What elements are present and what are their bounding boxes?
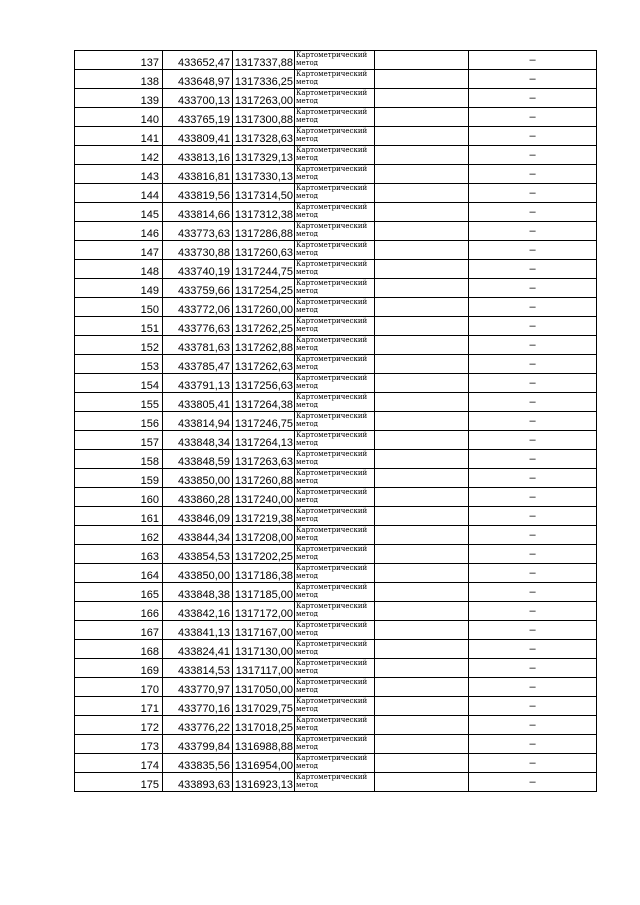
method-cell: Картометрический метод — [295, 298, 375, 317]
table-row — [75, 469, 597, 488]
y-coordinate-cell: 1317186,38 — [233, 564, 295, 583]
method-cell: Картометрический метод — [295, 621, 375, 640]
accuracy-cell — [375, 735, 469, 754]
point-number-cell: 145 — [75, 203, 163, 222]
y-coordinate-cell: 1317172,00 — [233, 602, 295, 621]
point-number-cell: 153 — [75, 355, 163, 374]
y-coordinate-cell: 1317202,25 — [233, 545, 295, 564]
accuracy-cell — [375, 431, 469, 450]
note-cell: – — [469, 754, 597, 773]
note-cell: – — [469, 735, 597, 754]
accuracy-cell — [375, 165, 469, 184]
note-cell: – — [469, 222, 597, 241]
table-row — [75, 450, 597, 469]
method-cell: Картометрический метод — [295, 583, 375, 602]
x-coordinate-cell: 433813,16 — [163, 146, 233, 165]
method-cell: Картометрический метод — [295, 51, 375, 70]
point-number-cell: 138 — [75, 70, 163, 89]
x-coordinate-cell: 433730,88 — [163, 241, 233, 260]
accuracy-cell — [375, 108, 469, 127]
table-row — [75, 336, 597, 355]
x-coordinate-cell: 433700,13 — [163, 89, 233, 108]
method-cell: Картометрический метод — [295, 127, 375, 146]
point-number-cell: 142 — [75, 146, 163, 165]
table-row — [75, 108, 597, 127]
y-coordinate-cell: 1317263,00 — [233, 89, 295, 108]
accuracy-cell — [375, 621, 469, 640]
table-row — [75, 545, 597, 564]
accuracy-cell — [375, 773, 469, 792]
x-coordinate-cell: 433860,28 — [163, 488, 233, 507]
note-cell: – — [469, 184, 597, 203]
x-coordinate-cell: 433814,53 — [163, 659, 233, 678]
y-coordinate-cell: 1317117,00 — [233, 659, 295, 678]
table-row — [75, 678, 597, 697]
x-coordinate-cell: 433824,41 — [163, 640, 233, 659]
accuracy-cell — [375, 507, 469, 526]
point-number-cell: 163 — [75, 545, 163, 564]
x-coordinate-cell: 433799,84 — [163, 735, 233, 754]
note-cell: – — [469, 108, 597, 127]
accuracy-cell — [375, 374, 469, 393]
method-cell: Картометрический метод — [295, 203, 375, 222]
accuracy-cell — [375, 564, 469, 583]
accuracy-cell — [375, 545, 469, 564]
accuracy-cell — [375, 716, 469, 735]
method-cell: Картометрический метод — [295, 336, 375, 355]
x-coordinate-cell: 433781,63 — [163, 336, 233, 355]
note-cell: – — [469, 545, 597, 564]
x-coordinate-cell: 433765,19 — [163, 108, 233, 127]
accuracy-cell — [375, 70, 469, 89]
table-row — [75, 488, 597, 507]
x-coordinate-cell: 433835,56 — [163, 754, 233, 773]
table-row — [75, 260, 597, 279]
method-cell: Картометрический метод — [295, 317, 375, 336]
table-row — [75, 412, 597, 431]
note-cell: – — [469, 488, 597, 507]
y-coordinate-cell: 1317312,38 — [233, 203, 295, 222]
note-cell: – — [469, 773, 597, 792]
coordinates-table — [74, 50, 597, 792]
x-coordinate-cell: 433648,97 — [163, 70, 233, 89]
note-cell: – — [469, 393, 597, 412]
method-cell: Картометрический метод — [295, 735, 375, 754]
method-cell: Картометрический метод — [295, 450, 375, 469]
accuracy-cell — [375, 241, 469, 260]
point-number-cell: 168 — [75, 640, 163, 659]
accuracy-cell — [375, 317, 469, 336]
table-row — [75, 146, 597, 165]
point-number-cell: 160 — [75, 488, 163, 507]
y-coordinate-cell: 1317256,63 — [233, 374, 295, 393]
point-number-cell: 166 — [75, 602, 163, 621]
point-number-cell: 141 — [75, 127, 163, 146]
method-cell: Картометрический метод — [295, 222, 375, 241]
point-number-cell: 175 — [75, 773, 163, 792]
accuracy-cell — [375, 602, 469, 621]
y-coordinate-cell: 1317130,00 — [233, 640, 295, 659]
table-row — [75, 526, 597, 545]
accuracy-cell — [375, 146, 469, 165]
point-number-cell: 170 — [75, 678, 163, 697]
table-row — [75, 754, 597, 773]
x-coordinate-cell: 433846,09 — [163, 507, 233, 526]
y-coordinate-cell: 1317314,50 — [233, 184, 295, 203]
note-cell: – — [469, 526, 597, 545]
table-row — [75, 431, 597, 450]
x-coordinate-cell: 433848,38 — [163, 583, 233, 602]
accuracy-cell — [375, 450, 469, 469]
method-cell: Картометрический метод — [295, 507, 375, 526]
y-coordinate-cell: 1317262,25 — [233, 317, 295, 336]
note-cell: – — [469, 583, 597, 602]
x-coordinate-cell: 433805,41 — [163, 393, 233, 412]
note-cell: – — [469, 697, 597, 716]
table-row — [75, 89, 597, 108]
note-cell: – — [469, 716, 597, 735]
accuracy-cell — [375, 526, 469, 545]
x-coordinate-cell: 433893,63 — [163, 773, 233, 792]
note-cell: – — [469, 165, 597, 184]
table-row — [75, 659, 597, 678]
note-cell: – — [469, 602, 597, 621]
point-number-cell: 151 — [75, 317, 163, 336]
y-coordinate-cell: 1317185,00 — [233, 583, 295, 602]
table-row — [75, 184, 597, 203]
y-coordinate-cell: 1317330,13 — [233, 165, 295, 184]
x-coordinate-cell: 433770,16 — [163, 697, 233, 716]
method-cell: Картометрический метод — [295, 146, 375, 165]
point-number-cell: 147 — [75, 241, 163, 260]
y-coordinate-cell: 1317337,88 — [233, 51, 295, 70]
x-coordinate-cell: 433850,00 — [163, 564, 233, 583]
point-number-cell: 144 — [75, 184, 163, 203]
point-number-cell: 174 — [75, 754, 163, 773]
table-row — [75, 640, 597, 659]
note-cell: – — [469, 412, 597, 431]
x-coordinate-cell: 433816,81 — [163, 165, 233, 184]
table-row — [75, 70, 597, 89]
x-coordinate-cell: 433772,06 — [163, 298, 233, 317]
method-cell: Картометрический метод — [295, 640, 375, 659]
accuracy-cell — [375, 754, 469, 773]
note-cell: – — [469, 640, 597, 659]
method-cell: Картометрический метод — [295, 241, 375, 260]
y-coordinate-cell: 1316988,88 — [233, 735, 295, 754]
table-row — [75, 222, 597, 241]
x-coordinate-cell: 433850,00 — [163, 469, 233, 488]
point-number-cell: 171 — [75, 697, 163, 716]
y-coordinate-cell: 1317260,63 — [233, 241, 295, 260]
point-number-cell: 143 — [75, 165, 163, 184]
point-number-cell: 158 — [75, 450, 163, 469]
accuracy-cell — [375, 488, 469, 507]
method-cell: Картометрический метод — [295, 754, 375, 773]
x-coordinate-cell: 433652,47 — [163, 51, 233, 70]
x-coordinate-cell: 433776,22 — [163, 716, 233, 735]
y-coordinate-cell: 1317286,88 — [233, 222, 295, 241]
y-coordinate-cell: 1317167,00 — [233, 621, 295, 640]
note-cell: – — [469, 336, 597, 355]
table-row — [75, 602, 597, 621]
method-cell: Картометрический метод — [295, 108, 375, 127]
table-row — [75, 298, 597, 317]
method-cell: Картометрический метод — [295, 545, 375, 564]
accuracy-cell — [375, 89, 469, 108]
table-row — [75, 716, 597, 735]
y-coordinate-cell: 1317263,63 — [233, 450, 295, 469]
y-coordinate-cell: 1317262,63 — [233, 355, 295, 374]
x-coordinate-cell: 433841,13 — [163, 621, 233, 640]
y-coordinate-cell: 1317300,88 — [233, 108, 295, 127]
y-coordinate-cell: 1317264,38 — [233, 393, 295, 412]
table-row — [75, 203, 597, 222]
x-coordinate-cell: 433809,41 — [163, 127, 233, 146]
accuracy-cell — [375, 469, 469, 488]
table-row — [75, 507, 597, 526]
y-coordinate-cell: 1317328,63 — [233, 127, 295, 146]
x-coordinate-cell: 433785,47 — [163, 355, 233, 374]
y-coordinate-cell: 1317254,25 — [233, 279, 295, 298]
table-row — [75, 317, 597, 336]
note-cell: – — [469, 146, 597, 165]
table-row — [75, 165, 597, 184]
method-cell: Картометрический метод — [295, 602, 375, 621]
y-coordinate-cell: 1317336,25 — [233, 70, 295, 89]
method-cell: Картометрический метод — [295, 773, 375, 792]
accuracy-cell — [375, 393, 469, 412]
x-coordinate-cell: 433740,19 — [163, 260, 233, 279]
x-coordinate-cell: 433814,94 — [163, 412, 233, 431]
note-cell: – — [469, 431, 597, 450]
y-coordinate-cell: 1317050,00 — [233, 678, 295, 697]
y-coordinate-cell: 1317260,88 — [233, 469, 295, 488]
table-row — [75, 355, 597, 374]
x-coordinate-cell: 433819,56 — [163, 184, 233, 203]
note-cell: – — [469, 89, 597, 108]
note-cell: – — [469, 678, 597, 697]
note-cell: – — [469, 317, 597, 336]
method-cell: Картометрический метод — [295, 431, 375, 450]
table-row — [75, 241, 597, 260]
coordinates-table-body — [75, 51, 597, 792]
table-row — [75, 564, 597, 583]
method-cell: Картометрический метод — [295, 279, 375, 298]
point-number-cell: 152 — [75, 336, 163, 355]
method-cell: Картометрический метод — [295, 393, 375, 412]
y-coordinate-cell: 1317244,75 — [233, 260, 295, 279]
accuracy-cell — [375, 697, 469, 716]
x-coordinate-cell: 433759,66 — [163, 279, 233, 298]
note-cell: – — [469, 260, 597, 279]
accuracy-cell — [375, 336, 469, 355]
note-cell: – — [469, 621, 597, 640]
method-cell: Картометрический метод — [295, 165, 375, 184]
note-cell: – — [469, 203, 597, 222]
y-coordinate-cell: 1317262,88 — [233, 336, 295, 355]
x-coordinate-cell: 433848,59 — [163, 450, 233, 469]
x-coordinate-cell: 433773,63 — [163, 222, 233, 241]
note-cell: – — [469, 51, 597, 70]
accuracy-cell — [375, 127, 469, 146]
table-row — [75, 279, 597, 298]
method-cell: Картометрический метод — [295, 355, 375, 374]
note-cell: – — [469, 450, 597, 469]
accuracy-cell — [375, 260, 469, 279]
table-row — [75, 127, 597, 146]
table-row — [75, 621, 597, 640]
note-cell: – — [469, 298, 597, 317]
x-coordinate-cell: 433770,97 — [163, 678, 233, 697]
x-coordinate-cell: 433854,53 — [163, 545, 233, 564]
y-coordinate-cell: 1317029,75 — [233, 697, 295, 716]
y-coordinate-cell: 1317208,00 — [233, 526, 295, 545]
point-number-cell: 169 — [75, 659, 163, 678]
y-coordinate-cell: 1316923,13 — [233, 773, 295, 792]
y-coordinate-cell: 1317018,25 — [233, 716, 295, 735]
method-cell: Картометрический метод — [295, 697, 375, 716]
note-cell: – — [469, 659, 597, 678]
y-coordinate-cell: 1316954,00 — [233, 754, 295, 773]
x-coordinate-cell: 433842,16 — [163, 602, 233, 621]
point-number-cell: 159 — [75, 469, 163, 488]
method-cell: Картометрический метод — [295, 488, 375, 507]
method-cell: Картометрический метод — [295, 260, 375, 279]
accuracy-cell — [375, 355, 469, 374]
method-cell: Картометрический метод — [295, 564, 375, 583]
method-cell: Картометрический метод — [295, 374, 375, 393]
note-cell: – — [469, 374, 597, 393]
y-coordinate-cell: 1317240,00 — [233, 488, 295, 507]
point-number-cell: 148 — [75, 260, 163, 279]
accuracy-cell — [375, 640, 469, 659]
accuracy-cell — [375, 203, 469, 222]
point-number-cell: 161 — [75, 507, 163, 526]
point-number-cell: 146 — [75, 222, 163, 241]
table-row — [75, 773, 597, 792]
accuracy-cell — [375, 51, 469, 70]
point-number-cell: 157 — [75, 431, 163, 450]
method-cell: Картометрический метод — [295, 659, 375, 678]
note-cell: – — [469, 70, 597, 89]
point-number-cell: 162 — [75, 526, 163, 545]
note-cell: – — [469, 279, 597, 298]
accuracy-cell — [375, 184, 469, 203]
point-number-cell: 164 — [75, 564, 163, 583]
point-number-cell: 139 — [75, 89, 163, 108]
accuracy-cell — [375, 279, 469, 298]
table-row — [75, 583, 597, 602]
table-row — [75, 51, 597, 70]
table-row — [75, 697, 597, 716]
note-cell: – — [469, 355, 597, 374]
point-number-cell: 140 — [75, 108, 163, 127]
point-number-cell: 150 — [75, 298, 163, 317]
method-cell: Картометрический метод — [295, 89, 375, 108]
method-cell: Картометрический метод — [295, 469, 375, 488]
point-number-cell: 149 — [75, 279, 163, 298]
method-cell: Картометрический метод — [295, 70, 375, 89]
method-cell: Картометрический метод — [295, 184, 375, 203]
accuracy-cell — [375, 678, 469, 697]
x-coordinate-cell: 433848,34 — [163, 431, 233, 450]
y-coordinate-cell: 1317264,13 — [233, 431, 295, 450]
accuracy-cell — [375, 583, 469, 602]
accuracy-cell — [375, 412, 469, 431]
point-number-cell: 173 — [75, 735, 163, 754]
note-cell: – — [469, 127, 597, 146]
point-number-cell: 156 — [75, 412, 163, 431]
x-coordinate-cell: 433844,34 — [163, 526, 233, 545]
note-cell: – — [469, 241, 597, 260]
point-number-cell: 165 — [75, 583, 163, 602]
table-row — [75, 735, 597, 754]
point-number-cell: 154 — [75, 374, 163, 393]
method-cell: Картометрический метод — [295, 678, 375, 697]
y-coordinate-cell: 1317329,13 — [233, 146, 295, 165]
note-cell: – — [469, 564, 597, 583]
y-coordinate-cell: 1317260,00 — [233, 298, 295, 317]
point-number-cell: 155 — [75, 393, 163, 412]
y-coordinate-cell: 1317219,38 — [233, 507, 295, 526]
accuracy-cell — [375, 222, 469, 241]
note-cell: – — [469, 469, 597, 488]
table-row — [75, 374, 597, 393]
method-cell: Картометрический метод — [295, 716, 375, 735]
point-number-cell: 167 — [75, 621, 163, 640]
table-row — [75, 393, 597, 412]
note-cell: – — [469, 507, 597, 526]
method-cell: Картометрический метод — [295, 412, 375, 431]
x-coordinate-cell: 433791,13 — [163, 374, 233, 393]
point-number-cell: 172 — [75, 716, 163, 735]
x-coordinate-cell: 433814,66 — [163, 203, 233, 222]
method-cell: Картометрический метод — [295, 526, 375, 545]
y-coordinate-cell: 1317246,75 — [233, 412, 295, 431]
accuracy-cell — [375, 659, 469, 678]
point-number-cell: 137 — [75, 51, 163, 70]
x-coordinate-cell: 433776,63 — [163, 317, 233, 336]
accuracy-cell — [375, 298, 469, 317]
